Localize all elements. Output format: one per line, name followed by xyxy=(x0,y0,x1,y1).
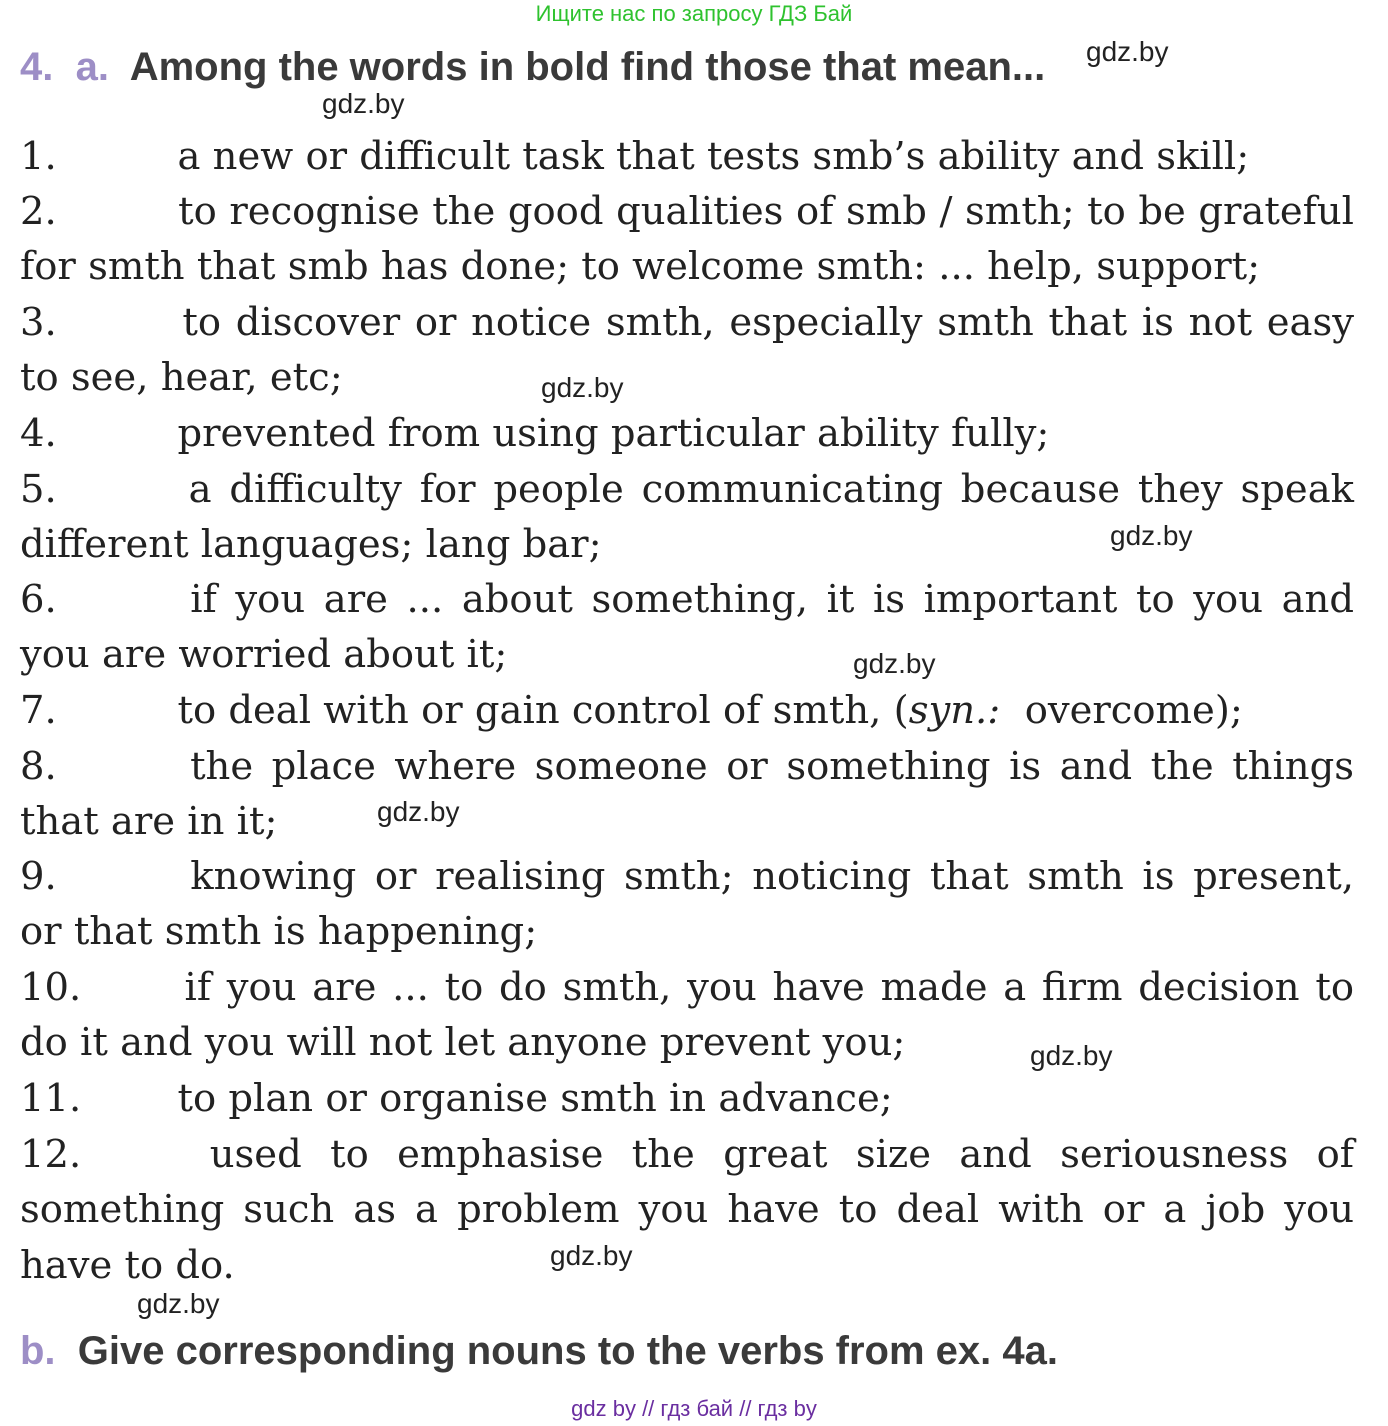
definition-item-5 xyxy=(20,462,1354,573)
item-number: 6. xyxy=(20,577,57,622)
footer-watermark: gdz by // гдз бай // гдз by xyxy=(571,1396,817,1421)
item-text: used to emphasise the great size and seriousness of xyxy=(209,1132,1354,1177)
item-text: to see, hear, etc; xyxy=(20,355,343,401)
part-a-letter: a. xyxy=(75,45,109,89)
item-number: 12. xyxy=(20,1132,82,1177)
item-number: 4. xyxy=(20,411,57,456)
watermark: gdz.by xyxy=(377,796,460,827)
item-text: different languages; lang bar; xyxy=(20,522,602,568)
definition-item-1 xyxy=(20,129,1354,184)
watermark: gdz.by xyxy=(541,372,624,403)
exercise-number: 4. xyxy=(20,45,54,89)
item-number: 8. xyxy=(20,744,57,789)
item-text: prevented from using particular ability fully; xyxy=(177,411,1050,456)
item-text: that are in it; xyxy=(20,799,278,845)
definition-item-6 xyxy=(20,572,1354,683)
item-text: to deal with or gain control of smth, ( xyxy=(177,688,909,733)
item-number: 7. xyxy=(20,688,57,733)
item-text: you are worried about it; xyxy=(20,632,508,678)
item-text: something such as a problem you have to deal with or a job you xyxy=(20,1187,1354,1233)
part-b-instruction: Give corresponding nouns to the verbs from ex. 4a. xyxy=(77,1329,1058,1373)
item-text: for smth that smb has done; to welcome smth: ... help, support; xyxy=(20,244,1261,290)
item-text: to recognise the good qualities of smb / smth; to be grateful xyxy=(178,189,1354,234)
item-text: to discover or notice smth, especially smth that is not easy xyxy=(182,300,1354,345)
item-text: a difficulty for people communicating because they speak xyxy=(188,467,1354,512)
exercise-heading-b xyxy=(20,1326,1058,1376)
item-text: do it and you will not let anyone prevent you; xyxy=(20,1020,906,1066)
item-number: 2. xyxy=(20,189,57,234)
definition-item-4 xyxy=(20,406,1354,461)
item-text: have to do. xyxy=(20,1242,235,1288)
item-text: a new or difficult task that tests smb’s ability and skill; xyxy=(177,134,1250,179)
item-number: 11. xyxy=(20,1076,82,1121)
item-text: the place where someone or something is and the things xyxy=(190,744,1354,789)
item-number: 1. xyxy=(20,134,57,179)
watermark: gdz.by xyxy=(853,648,936,679)
definition-item-9 xyxy=(20,849,1354,960)
item-number: 10. xyxy=(20,965,82,1010)
watermark: gdz.by xyxy=(137,1288,220,1319)
item-text: or that smth is happening; xyxy=(20,909,538,955)
watermark: gdz.by xyxy=(1086,36,1169,67)
watermark: gdz.by xyxy=(322,88,405,119)
definition-item-8 xyxy=(20,739,1354,850)
watermark: gdz.by xyxy=(550,1240,633,1271)
watermark: gdz.by xyxy=(1110,520,1193,551)
definition-item-12 xyxy=(20,1127,1354,1293)
definition-item-3 xyxy=(20,295,1354,406)
item-text: if you are ... about something, it is important to you and xyxy=(190,577,1354,622)
definition-item-11 xyxy=(20,1071,1354,1126)
synonym-value: overcome); xyxy=(1024,688,1243,733)
part-a-instruction: Among the words in bold find those that mean... xyxy=(129,45,1046,89)
search-banner: Ищите нас по запросу ГДЗ Бай xyxy=(535,1,853,26)
item-text: to plan or organise smth in advance; xyxy=(177,1076,893,1121)
definition-item-7 xyxy=(20,683,1354,738)
exercise-heading-a xyxy=(20,42,1045,92)
item-number: 3. xyxy=(20,300,57,345)
definition-item-2 xyxy=(20,184,1354,295)
item-number: 9. xyxy=(20,854,57,899)
definition-item-10 xyxy=(20,960,1354,1071)
item-text: knowing or realising smth; noticing that smth is present, xyxy=(190,854,1354,899)
item-text: if you are ... to do smth, you have made a firm decision to xyxy=(184,965,1354,1010)
synonym-label: syn.: xyxy=(908,688,1001,733)
part-b-letter: b. xyxy=(20,1329,56,1373)
watermark: gdz.by xyxy=(1030,1040,1113,1071)
item-number: 5. xyxy=(20,467,57,512)
